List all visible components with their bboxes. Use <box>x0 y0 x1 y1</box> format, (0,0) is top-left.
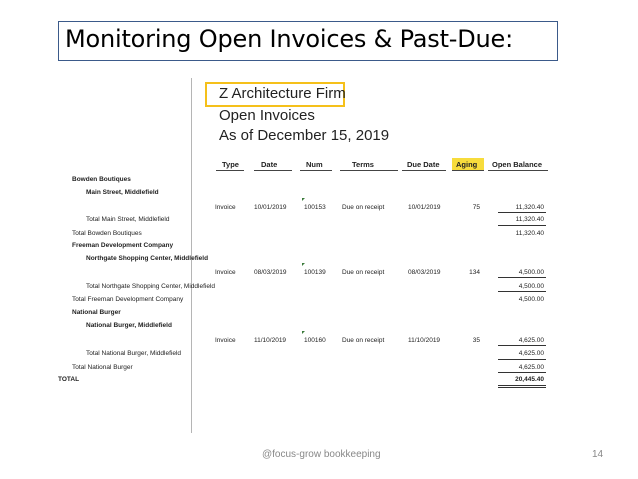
page-number: 14 <box>592 449 604 460</box>
invoice-type: Invoice <box>215 337 236 344</box>
grand-total-label: TOTAL <box>58 376 80 383</box>
marker-icon <box>302 331 305 334</box>
job-name: Northgate Shopping Center, Middlefield <box>86 255 209 262</box>
customer-name: Freeman Development Company <box>72 242 174 249</box>
invoice-due-date: 10/01/2019 <box>408 204 441 211</box>
job-total: 11,320.40 <box>515 216 544 223</box>
grand-total-line <box>498 385 546 386</box>
col-date-underline <box>254 170 292 171</box>
report-date: As of December 15, 2019 <box>219 127 390 144</box>
customer-total-label: Total National Burger <box>72 364 133 371</box>
invoice-aging: 75 <box>472 204 480 211</box>
job-name: National Burger, Middlefield <box>86 322 172 329</box>
invoice-due-date: 11/10/2019 <box>408 337 441 344</box>
col-type-underline <box>216 170 244 171</box>
invoice-date: 08/03/2019 <box>254 269 287 276</box>
job-total-label: Total National Burger, Middlefield <box>86 350 182 357</box>
customer-name: National Burger <box>72 309 121 316</box>
customer-total: 4,500.00 <box>518 296 544 303</box>
slide-footer: @focus-grow bookkeeping <box>262 449 381 460</box>
invoice-aging: 35 <box>472 337 480 344</box>
col-terms-underline <box>340 170 398 171</box>
slide-title: Monitoring Open Invoices & Past-Due: <box>65 25 514 53</box>
slide-title-box <box>58 21 558 61</box>
col-type: Type <box>222 160 239 169</box>
job-total-label: Total Main Street, Middlefield <box>86 216 170 223</box>
col-terms: Terms <box>352 160 374 169</box>
col-num: Num <box>306 160 323 169</box>
report-name: Open Invoices <box>219 107 315 124</box>
invoice-balance: 11,320.40 <box>515 204 544 211</box>
invoice-aging: 134 <box>469 269 480 276</box>
customer-total-label: Total Bowden Boutiques <box>72 230 142 237</box>
col-aging: Aging <box>456 160 478 169</box>
invoice-date: 11/10/2019 <box>254 337 287 344</box>
invoice-terms: Due on receipt <box>342 337 385 344</box>
grand-total: 20,445.40 <box>515 376 544 383</box>
invoice-balance: 4,500.00 <box>518 269 544 276</box>
total-line <box>498 277 546 278</box>
job-total: 4,625.00 <box>518 350 544 357</box>
invoice-terms: Due on receipt <box>342 269 385 276</box>
marker-icon <box>302 263 305 266</box>
col-due-date: Due Date <box>407 160 440 169</box>
job-total: 4,500.00 <box>518 283 544 290</box>
col-open-balance: Open Balance <box>492 160 543 169</box>
col-balance-underline <box>488 170 548 171</box>
total-line <box>498 225 546 226</box>
job-name: Main Street, Middlefield <box>86 189 159 196</box>
invoice-type: Invoice <box>215 269 236 276</box>
invoice-type: Invoice <box>215 204 236 211</box>
total-line <box>498 359 546 360</box>
invoice-num: 100160 <box>304 337 326 344</box>
invoice-num: 100139 <box>304 269 326 276</box>
job-total-label: Total Northgate Shopping Center, Middlefield <box>86 283 215 290</box>
total-line <box>498 212 546 213</box>
total-line <box>498 345 546 346</box>
col-aging-underline <box>452 170 484 171</box>
total-line <box>498 291 546 292</box>
grand-total-double-line <box>498 387 546 388</box>
marker-icon <box>302 198 305 201</box>
customer-total: 11,320.40 <box>515 230 544 237</box>
invoice-due-date: 08/03/2019 <box>408 269 441 276</box>
company-name: Z Architecture Firm <box>219 85 346 102</box>
col-date: Date <box>261 160 278 169</box>
invoice-terms: Due on receipt <box>342 204 385 211</box>
col-num-underline <box>300 170 332 171</box>
customer-total: 4,625.00 <box>518 364 544 371</box>
open-invoices-report <box>58 78 590 438</box>
col-due-date-underline <box>402 170 446 171</box>
customer-name: Bowden Boutiques <box>72 176 131 183</box>
total-line <box>498 372 546 373</box>
invoice-num: 100153 <box>304 204 326 211</box>
customer-total-label: Total Freeman Development Company <box>72 296 184 303</box>
invoice-balance: 4,625.00 <box>518 337 544 344</box>
invoice-date: 10/01/2019 <box>254 204 287 211</box>
